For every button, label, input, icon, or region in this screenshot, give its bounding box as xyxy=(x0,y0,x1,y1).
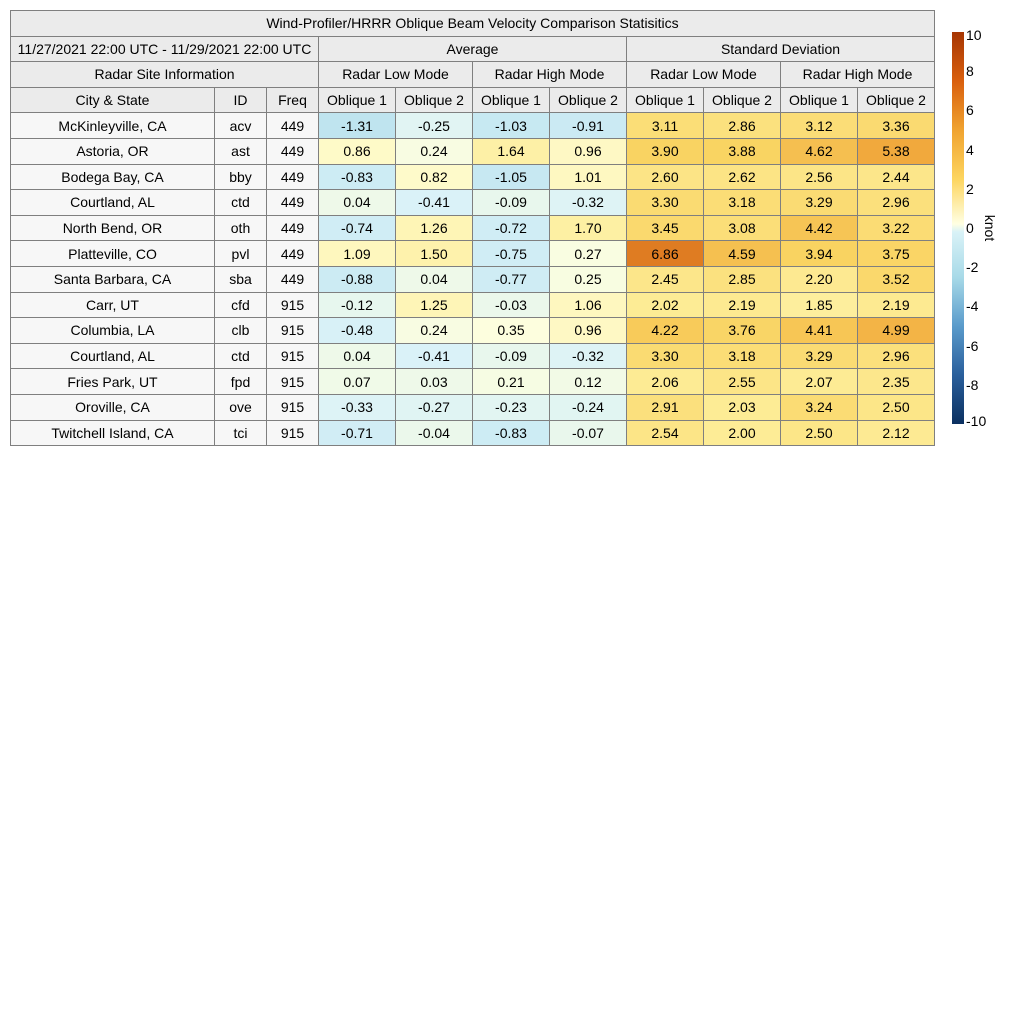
table-row xyxy=(11,420,935,446)
std-low-mode-header: Radar Low Mode xyxy=(627,62,781,88)
value-cell: 0.96 xyxy=(550,138,627,164)
value-cell: -0.09 xyxy=(473,343,550,369)
value-cell: 0.25 xyxy=(550,266,627,292)
std-high-mode-header: Radar High Mode xyxy=(781,62,935,88)
value-cell: 2.50 xyxy=(858,394,935,420)
value-cell: -0.41 xyxy=(396,343,473,369)
avg-low-mode-header: Radar Low Mode xyxy=(319,62,473,88)
value-cell: 1.50 xyxy=(396,241,473,267)
freq-cell: 449 xyxy=(267,266,319,292)
value-cell: 1.06 xyxy=(550,292,627,318)
column-header-freq: Freq xyxy=(267,87,319,113)
value-cell: 3.12 xyxy=(781,113,858,139)
value-cell: 3.24 xyxy=(781,394,858,420)
value-cell: 2.60 xyxy=(627,164,704,190)
id-cell: clb xyxy=(215,318,267,344)
avg-high-mode-header: Radar High Mode xyxy=(473,62,627,88)
freq-cell: 449 xyxy=(267,190,319,216)
value-cell: -0.23 xyxy=(473,394,550,420)
column-header-avg-low-oblique-1: Oblique 1 xyxy=(319,87,396,113)
value-cell: 3.36 xyxy=(858,113,935,139)
value-cell: 2.03 xyxy=(704,394,781,420)
value-cell: -0.83 xyxy=(473,420,550,446)
value-cell: 2.96 xyxy=(858,190,935,216)
id-cell: cfd xyxy=(215,292,267,318)
value-cell: 3.90 xyxy=(627,138,704,164)
value-cell: 2.06 xyxy=(627,369,704,395)
value-cell: 2.02 xyxy=(627,292,704,318)
site-info-header: Radar Site Information xyxy=(11,62,319,88)
value-cell: 0.03 xyxy=(396,369,473,395)
value-cell: -0.12 xyxy=(319,292,396,318)
freq-cell: 915 xyxy=(267,343,319,369)
value-cell: 0.82 xyxy=(396,164,473,190)
value-cell: -0.25 xyxy=(396,113,473,139)
id-cell: tci xyxy=(215,420,267,446)
value-cell: 1.09 xyxy=(319,241,396,267)
id-cell: ctd xyxy=(215,343,267,369)
value-cell: -0.75 xyxy=(473,241,550,267)
value-cell: 2.00 xyxy=(704,420,781,446)
id-cell: ctd xyxy=(215,190,267,216)
colorbar-tick-label: 0 xyxy=(966,220,974,236)
value-cell: 1.85 xyxy=(781,292,858,318)
site-cell: Platteville, CO xyxy=(11,241,215,267)
value-cell: 2.56 xyxy=(781,164,858,190)
value-cell: 3.45 xyxy=(627,215,704,241)
value-cell: -0.48 xyxy=(319,318,396,344)
value-cell: 2.50 xyxy=(781,420,858,446)
table-row xyxy=(11,292,935,318)
value-cell: 2.85 xyxy=(704,266,781,292)
value-cell: 2.91 xyxy=(627,394,704,420)
value-cell: 6.86 xyxy=(627,241,704,267)
site-cell: Columbia, LA xyxy=(11,318,215,344)
value-cell: -1.05 xyxy=(473,164,550,190)
table-row xyxy=(11,113,935,139)
site-cell: Bodega Bay, CA xyxy=(11,164,215,190)
colorbar-tick-label: 6 xyxy=(966,102,974,119)
table-row xyxy=(11,266,935,292)
site-cell: Fries Park, UT xyxy=(11,369,215,395)
freq-cell: 915 xyxy=(267,420,319,446)
value-cell: 2.20 xyxy=(781,266,858,292)
site-cell: McKinleyville, CA xyxy=(11,113,215,139)
table-title: Wind-Profiler/HRRR Oblique Beam Velocity Comparison Statisitics xyxy=(11,11,935,37)
site-cell: Twitchell Island, CA xyxy=(11,420,215,446)
value-cell: 2.44 xyxy=(858,164,935,190)
value-cell: 3.30 xyxy=(627,190,704,216)
value-cell: 4.59 xyxy=(704,241,781,267)
value-cell: 0.96 xyxy=(550,318,627,344)
date-range: 11/27/2021 22:00 UTC - 11/29/2021 22:00 UTC xyxy=(11,36,319,62)
table-row xyxy=(11,164,935,190)
freq-cell: 915 xyxy=(267,292,319,318)
value-cell: 4.41 xyxy=(781,318,858,344)
value-cell: -0.04 xyxy=(396,420,473,446)
value-cell: 3.88 xyxy=(704,138,781,164)
value-cell: 5.38 xyxy=(858,138,935,164)
column-header-std-low-oblique-1: Oblique 1 xyxy=(627,87,704,113)
id-cell: acv xyxy=(215,113,267,139)
column-header-avg-high-oblique-2: Oblique 2 xyxy=(550,87,627,113)
table-row xyxy=(11,369,935,395)
column-header-std-low-oblique-2: Oblique 2 xyxy=(704,87,781,113)
value-cell: -1.03 xyxy=(473,113,550,139)
value-cell: 0.21 xyxy=(473,369,550,395)
colorbar-tick-label: 8 xyxy=(966,63,974,80)
value-cell: -0.88 xyxy=(319,266,396,292)
value-cell: 4.42 xyxy=(781,215,858,241)
value-cell: 3.08 xyxy=(704,215,781,241)
table-row xyxy=(11,138,935,164)
value-cell: 0.12 xyxy=(550,369,627,395)
average-header: Average xyxy=(319,36,627,62)
value-cell: 3.30 xyxy=(627,343,704,369)
value-cell: -0.41 xyxy=(396,190,473,216)
value-cell: 2.96 xyxy=(858,343,935,369)
value-cell: 2.19 xyxy=(858,292,935,318)
colorbar-tick-label: 4 xyxy=(966,141,974,158)
column-header-city: City & State xyxy=(11,87,215,113)
table-row xyxy=(11,318,935,344)
id-cell: bby xyxy=(215,164,267,190)
value-cell: 2.54 xyxy=(627,420,704,446)
id-cell: sba xyxy=(215,266,267,292)
value-cell: 1.26 xyxy=(396,215,473,241)
id-cell: oth xyxy=(215,215,267,241)
value-cell: 0.07 xyxy=(319,369,396,395)
value-cell: -0.09 xyxy=(473,190,550,216)
site-cell: Courtland, AL xyxy=(11,190,215,216)
site-cell: Astoria, OR xyxy=(11,138,215,164)
colorbar-tick-label: -8 xyxy=(966,376,979,393)
value-cell: 4.99 xyxy=(858,318,935,344)
value-cell: 1.64 xyxy=(473,138,550,164)
value-cell: 3.52 xyxy=(858,266,935,292)
colorbar-tick-label: 10 xyxy=(966,27,982,43)
value-cell: 4.62 xyxy=(781,138,858,164)
value-cell: 3.29 xyxy=(781,343,858,369)
value-cell: -0.32 xyxy=(550,343,627,369)
value-cell: -0.24 xyxy=(550,394,627,420)
value-cell: 3.11 xyxy=(627,113,704,139)
table-row xyxy=(11,215,935,241)
value-cell: 0.27 xyxy=(550,241,627,267)
value-cell: 0.24 xyxy=(396,138,473,164)
value-cell: 0.24 xyxy=(396,318,473,344)
table-row xyxy=(11,343,935,369)
value-cell: 1.25 xyxy=(396,292,473,318)
colorbar-tick-label: 2 xyxy=(966,180,974,197)
freq-cell: 449 xyxy=(267,138,319,164)
value-cell: -0.74 xyxy=(319,215,396,241)
site-cell: Courtland, AL xyxy=(11,343,215,369)
freq-cell: 915 xyxy=(267,318,319,344)
colorbar-tick-label: -6 xyxy=(966,337,979,354)
value-cell: 3.75 xyxy=(858,241,935,267)
column-header-std-high-oblique-2: Oblique 2 xyxy=(858,87,935,113)
colorbar-unit-label: knot xyxy=(982,214,998,242)
site-cell: Oroville, CA xyxy=(11,394,215,420)
value-cell: 3.76 xyxy=(704,318,781,344)
value-cell: 0.35 xyxy=(473,318,550,344)
value-cell: -0.91 xyxy=(550,113,627,139)
value-cell: -0.71 xyxy=(319,420,396,446)
value-cell: 0.04 xyxy=(319,343,396,369)
value-cell: 2.45 xyxy=(627,266,704,292)
id-cell: ove xyxy=(215,394,267,420)
colorbar-tick-label: -10 xyxy=(966,413,987,429)
value-cell: -0.03 xyxy=(473,292,550,318)
id-cell: pvl xyxy=(215,241,267,267)
freq-cell: 449 xyxy=(267,164,319,190)
value-cell: 4.22 xyxy=(627,318,704,344)
column-header-std-high-oblique-1: Oblique 1 xyxy=(781,87,858,113)
table-row xyxy=(11,241,935,267)
site-cell: Carr, UT xyxy=(11,292,215,318)
value-cell: 2.55 xyxy=(704,369,781,395)
column-header-avg-low-oblique-2: Oblique 2 xyxy=(396,87,473,113)
colorbar-tick-label: -2 xyxy=(966,259,979,276)
stats-table xyxy=(10,10,935,446)
site-cell: Santa Barbara, CA xyxy=(11,266,215,292)
freq-cell: 449 xyxy=(267,215,319,241)
column-header-avg-high-oblique-1: Oblique 1 xyxy=(473,87,550,113)
value-cell: 2.62 xyxy=(704,164,781,190)
value-cell: 3.22 xyxy=(858,215,935,241)
value-cell: -1.31 xyxy=(319,113,396,139)
value-cell: 1.01 xyxy=(550,164,627,190)
table-row xyxy=(11,190,935,216)
site-cell: North Bend, OR xyxy=(11,215,215,241)
value-cell: 1.70 xyxy=(550,215,627,241)
value-cell: 2.12 xyxy=(858,420,935,446)
freq-cell: 449 xyxy=(267,113,319,139)
value-cell: 2.86 xyxy=(704,113,781,139)
value-cell: 2.35 xyxy=(858,369,935,395)
freq-cell: 449 xyxy=(267,241,319,267)
column-header-id: ID xyxy=(215,87,267,113)
value-cell: 3.94 xyxy=(781,241,858,267)
value-cell: 3.29 xyxy=(781,190,858,216)
id-cell: fpd xyxy=(215,369,267,395)
freq-cell: 915 xyxy=(267,369,319,395)
value-cell: 0.04 xyxy=(396,266,473,292)
std-dev-header: Standard Deviation xyxy=(627,36,935,62)
value-cell: 3.18 xyxy=(704,343,781,369)
freq-cell: 915 xyxy=(267,394,319,420)
value-cell: -0.27 xyxy=(396,394,473,420)
value-cell: -0.77 xyxy=(473,266,550,292)
value-cell: 0.04 xyxy=(319,190,396,216)
value-cell: -0.83 xyxy=(319,164,396,190)
id-cell: ast xyxy=(215,138,267,164)
value-cell: 0.86 xyxy=(319,138,396,164)
colorbar-tick-label: -4 xyxy=(966,298,979,315)
value-cell: 2.07 xyxy=(781,369,858,395)
value-cell: -0.72 xyxy=(473,215,550,241)
value-cell: 2.19 xyxy=(704,292,781,318)
value-cell: -0.07 xyxy=(550,420,627,446)
value-cell: -0.32 xyxy=(550,190,627,216)
colorbar xyxy=(952,32,964,424)
table-row xyxy=(11,394,935,420)
value-cell: 3.18 xyxy=(704,190,781,216)
value-cell: -0.33 xyxy=(319,394,396,420)
